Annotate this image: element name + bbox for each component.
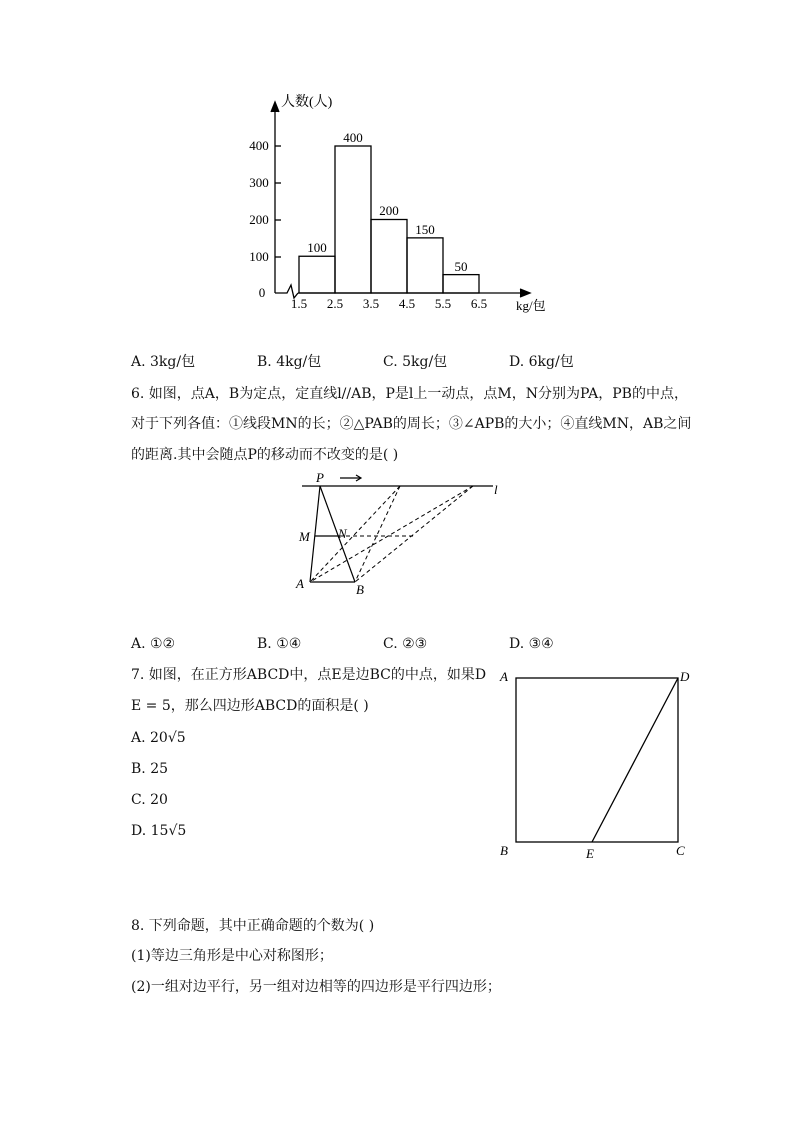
square-abcd xyxy=(516,678,678,842)
q7-text-line-1: 7. 如图，在正方形ABCD中，点E是边BC的中点，如果D xyxy=(131,667,487,683)
y-axis-label: 人数(人) xyxy=(281,95,333,110)
x-axis-label: kg/包 xyxy=(516,298,546,313)
q6-figure xyxy=(290,470,510,600)
y-tick-400: 400 xyxy=(249,138,269,153)
q6-option-d[interactable]: D. ③④ xyxy=(509,636,554,652)
x-tick-4.5: 4.5 xyxy=(398,296,416,311)
y-tick-300: 300 xyxy=(249,175,269,190)
q7-option-c[interactable]: C. 20 xyxy=(131,792,168,808)
x-tick-5.5: 5.5 xyxy=(434,296,452,311)
y-ticks xyxy=(275,146,281,257)
q6-option-b[interactable]: B. ①④ xyxy=(257,636,302,652)
vertex-d-label: D xyxy=(680,669,690,684)
x-tick-6.5: 6.5 xyxy=(470,296,488,311)
point-e-label: E xyxy=(586,846,594,861)
bar-label-4: 150 xyxy=(415,222,435,237)
vertex-c-label: C xyxy=(676,843,685,858)
q6-option-c[interactable]: C. ②③ xyxy=(383,636,428,652)
vertex-a-label: A xyxy=(500,669,508,684)
bar-label-5: 50 xyxy=(454,259,468,274)
q6-text-line-1: 6. 如图，点A，B为定点，定直线l//AB，P是l上一动点，点M，N分别为PA，PB的中点， xyxy=(131,386,688,402)
y-tick-100: 100 xyxy=(249,249,269,264)
y-tick-0: 0 xyxy=(258,285,266,300)
point-n-label: N xyxy=(338,526,347,541)
bar-label-2: 400 xyxy=(343,130,363,145)
histogram-bar-4 xyxy=(407,238,443,293)
q7-option-b[interactable]: B. 25 xyxy=(131,761,169,777)
point-a-label: A xyxy=(296,576,304,591)
y-axis-arrow xyxy=(271,102,279,112)
q5-option-d[interactable]: D. 6kg/包 xyxy=(509,354,574,370)
q5-option-a[interactable]: A. 3kg/包 xyxy=(131,354,196,370)
q7-option-a[interactable]: A. 20√5 xyxy=(131,730,186,746)
q5-option-c[interactable]: C. 5kg/包 xyxy=(383,354,448,370)
x-tick-3.5: 3.5 xyxy=(362,296,380,311)
q6-option-a[interactable]: A. ①② xyxy=(131,636,176,652)
bar-label-1: 100 xyxy=(307,240,327,255)
q5-option-b[interactable]: B. 4kg/包 xyxy=(257,354,322,370)
q8-item-2: (2)一组对边平行，另一组对边相等的四边形是平行四边形； xyxy=(131,979,501,995)
x-tick-2.5: 2.5 xyxy=(326,296,344,311)
q6-text-line-2: 对于下列各值：①线段MN的长；②△PAB的周长；③∠APB的大小；④直线MN，AB之间 xyxy=(131,416,692,432)
segment-de xyxy=(592,678,678,842)
y-tick-200: 200 xyxy=(249,212,269,227)
line-l-label: l xyxy=(494,482,498,497)
histogram-bar-1 xyxy=(299,256,335,293)
q8-text-line-1: 8. 下列命题，其中正确命题的个数为( ) xyxy=(131,918,375,934)
q7-option-d[interactable]: D. 15√5 xyxy=(131,823,187,839)
x-axis-arrow xyxy=(520,289,530,297)
q7-text-line-2: E = 5，那么四边形ABCD的面积是( ) xyxy=(131,698,369,714)
bar-label-3: 200 xyxy=(379,203,399,218)
q6-text-line-3: 的距离.其中会随点P的移动而不改变的是( ) xyxy=(131,447,399,463)
segment-pa xyxy=(310,486,320,582)
q7-figure xyxy=(495,665,700,870)
histogram-bar-2 xyxy=(335,146,371,293)
x-tick-1.5: 1.5 xyxy=(290,296,308,311)
histogram-bar-3 xyxy=(371,220,407,294)
q8-item-1: (1)等边三角形是中心对称图形； xyxy=(131,948,333,964)
histogram-figure xyxy=(0,0,794,340)
point-b-label: B xyxy=(356,582,364,597)
point-p-label: P xyxy=(316,470,324,485)
point-m-label: M xyxy=(299,529,310,544)
vertex-b-label: B xyxy=(500,843,508,858)
histogram-bar-5 xyxy=(443,275,479,293)
